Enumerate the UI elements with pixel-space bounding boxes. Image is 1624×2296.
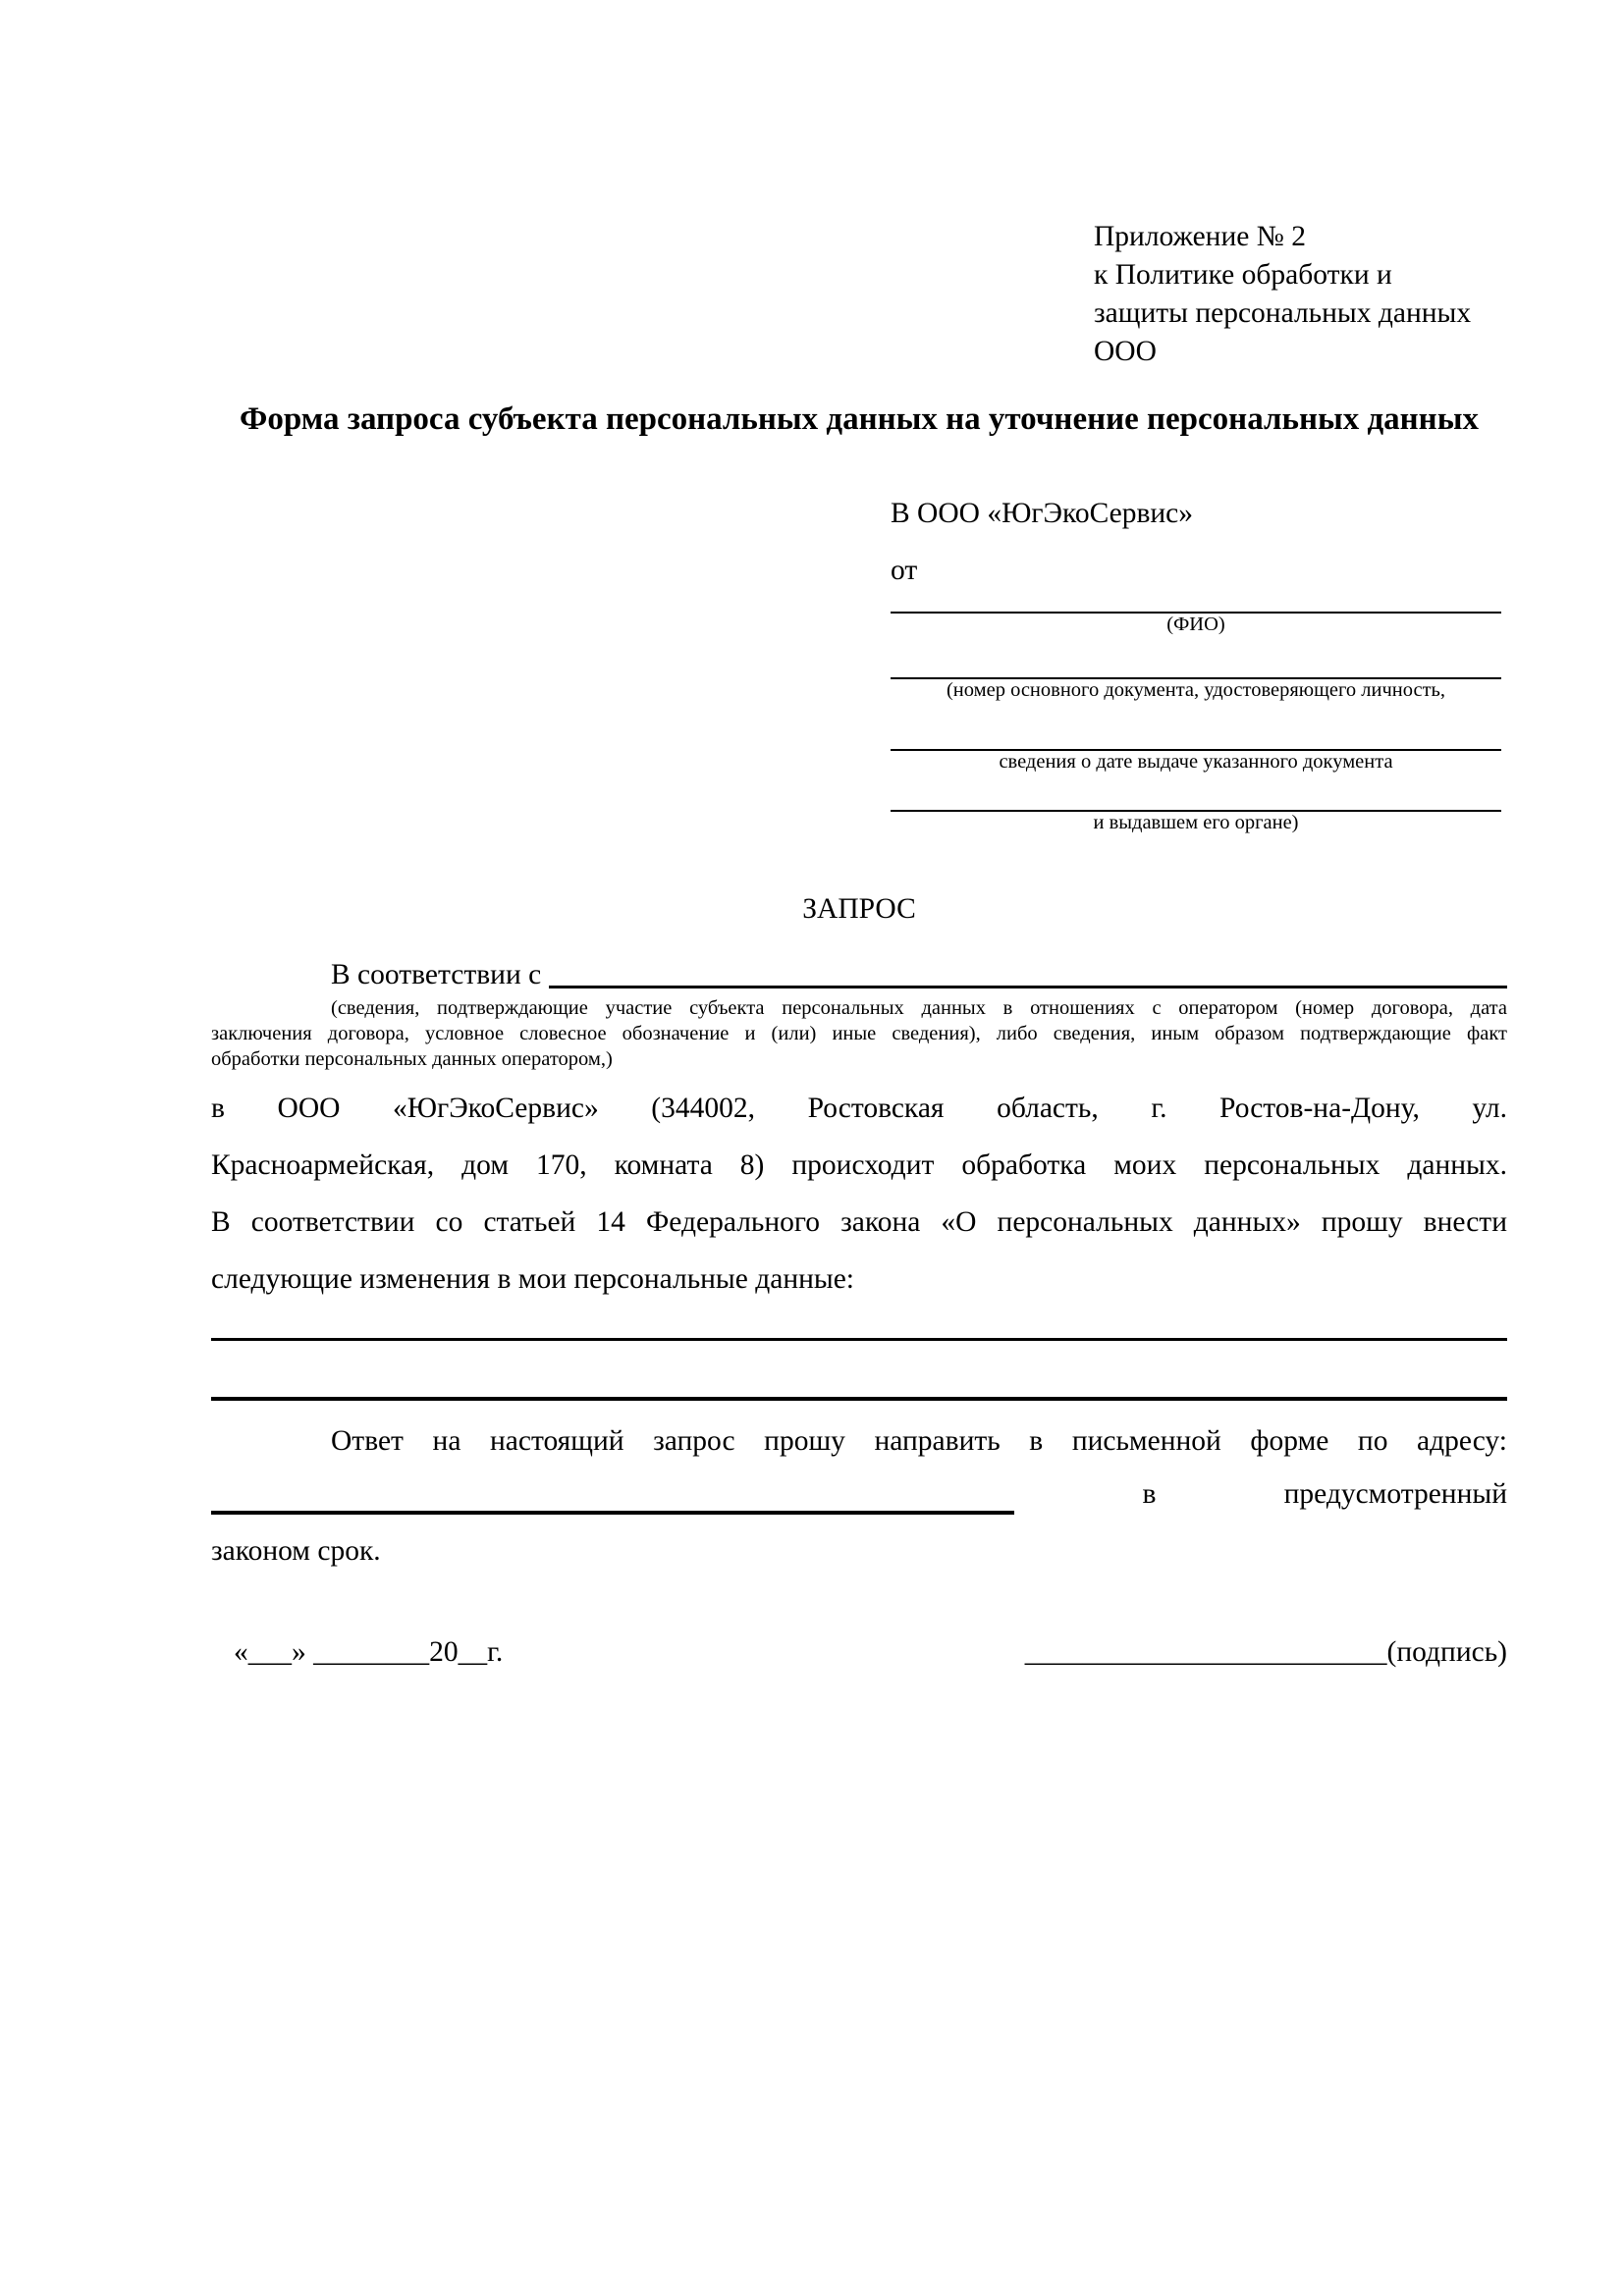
reply-tail-word: предусмотренный — [1283, 1478, 1507, 1510]
issue-date-blank-field[interactable] — [891, 702, 1501, 751]
body-line: в ООО «ЮгЭкоСервис» (344002, Ростовская область, г. Ростов-на-Дону, ул. — [211, 1093, 1507, 1124]
body-paragraph — [211, 1080, 1507, 1308]
recipient-organization: В ООО «ЮгЭкоСервис» — [891, 498, 1194, 529]
appendix-line: защиты персональных данных — [1094, 297, 1472, 329]
body-line: следующие изменения в мои персональные данные: — [211, 1263, 855, 1295]
reply-tail-word: в — [1142, 1478, 1157, 1510]
date-signature-row — [211, 1633, 1507, 1671]
note-line: заключения договора, условное словесное обозначение и (или) иные сведения), либо сведения, иным образом подтверждающие факт — [211, 1023, 1507, 1044]
appendix-line: ООО — [1094, 336, 1157, 367]
appendix-line: к Политике обработки и — [1094, 259, 1392, 291]
reply-address-row — [211, 1469, 1507, 1522]
document-content — [211, 0, 1507, 1671]
issuing-authority-blank-field[interactable] — [891, 774, 1501, 812]
reply-closing-text: законом срок. — [211, 1535, 381, 1567]
issuing-authority-caption: и выдавшем его органе) — [1093, 812, 1299, 833]
signature-area — [1025, 1633, 1507, 1671]
signature-blank-field[interactable]: _________________________ — [1024, 1636, 1387, 1668]
fio-blank-field[interactable] — [891, 589, 1501, 614]
appendix-line: Приложение № 2 — [1094, 221, 1306, 252]
accordance-line — [211, 957, 1507, 993]
request-heading: ЗАПРОС — [802, 893, 916, 925]
issue-date-caption: сведения о дате выдаче указанного документа — [999, 751, 1393, 773]
changes-blank-line-1[interactable] — [211, 1338, 1507, 1341]
reply-request-text: Ответ на настоящий запрос прошу направить в письменной форме по адресу: — [331, 1425, 1507, 1457]
accordance-note — [211, 995, 1507, 1072]
note-line: обработки персональных данных оператором,) — [211, 1048, 613, 1070]
fio-caption: (ФИО) — [1166, 614, 1225, 635]
date-blank-field[interactable]: «___» ________20__г. — [234, 1636, 504, 1668]
document-title: Форма запроса субъекта персональных данных на уточнение персональных данных — [240, 401, 1479, 437]
accordance-lead-text: В соответствии с — [331, 959, 542, 990]
signature-caption: (подпись) — [1386, 1636, 1507, 1668]
address-blank-field[interactable] — [211, 1511, 1014, 1515]
document-number-blank-field[interactable] — [891, 636, 1501, 679]
recipient-block — [891, 496, 1501, 834]
accordance-blank-field[interactable] — [549, 957, 1507, 988]
changes-blank-line-2[interactable] — [211, 1397, 1507, 1401]
document-number-caption: (номер основного документа, удостоверяющего личность, — [946, 679, 1446, 701]
appendix-header — [1094, 0, 1507, 371]
body-line: Красноармейская, дом 170, комната 8) происходит обработка моих персональных данных. — [211, 1149, 1507, 1181]
note-line: (сведения, подтверждающие участие субъекта персональных данных в отношениях с оператором (номер договора, дата — [331, 997, 1507, 1019]
from-label: от — [891, 555, 918, 586]
body-line: В соответствии со статьей 14 Федерального закона «О персональных данных» прошу внести — [211, 1206, 1507, 1238]
